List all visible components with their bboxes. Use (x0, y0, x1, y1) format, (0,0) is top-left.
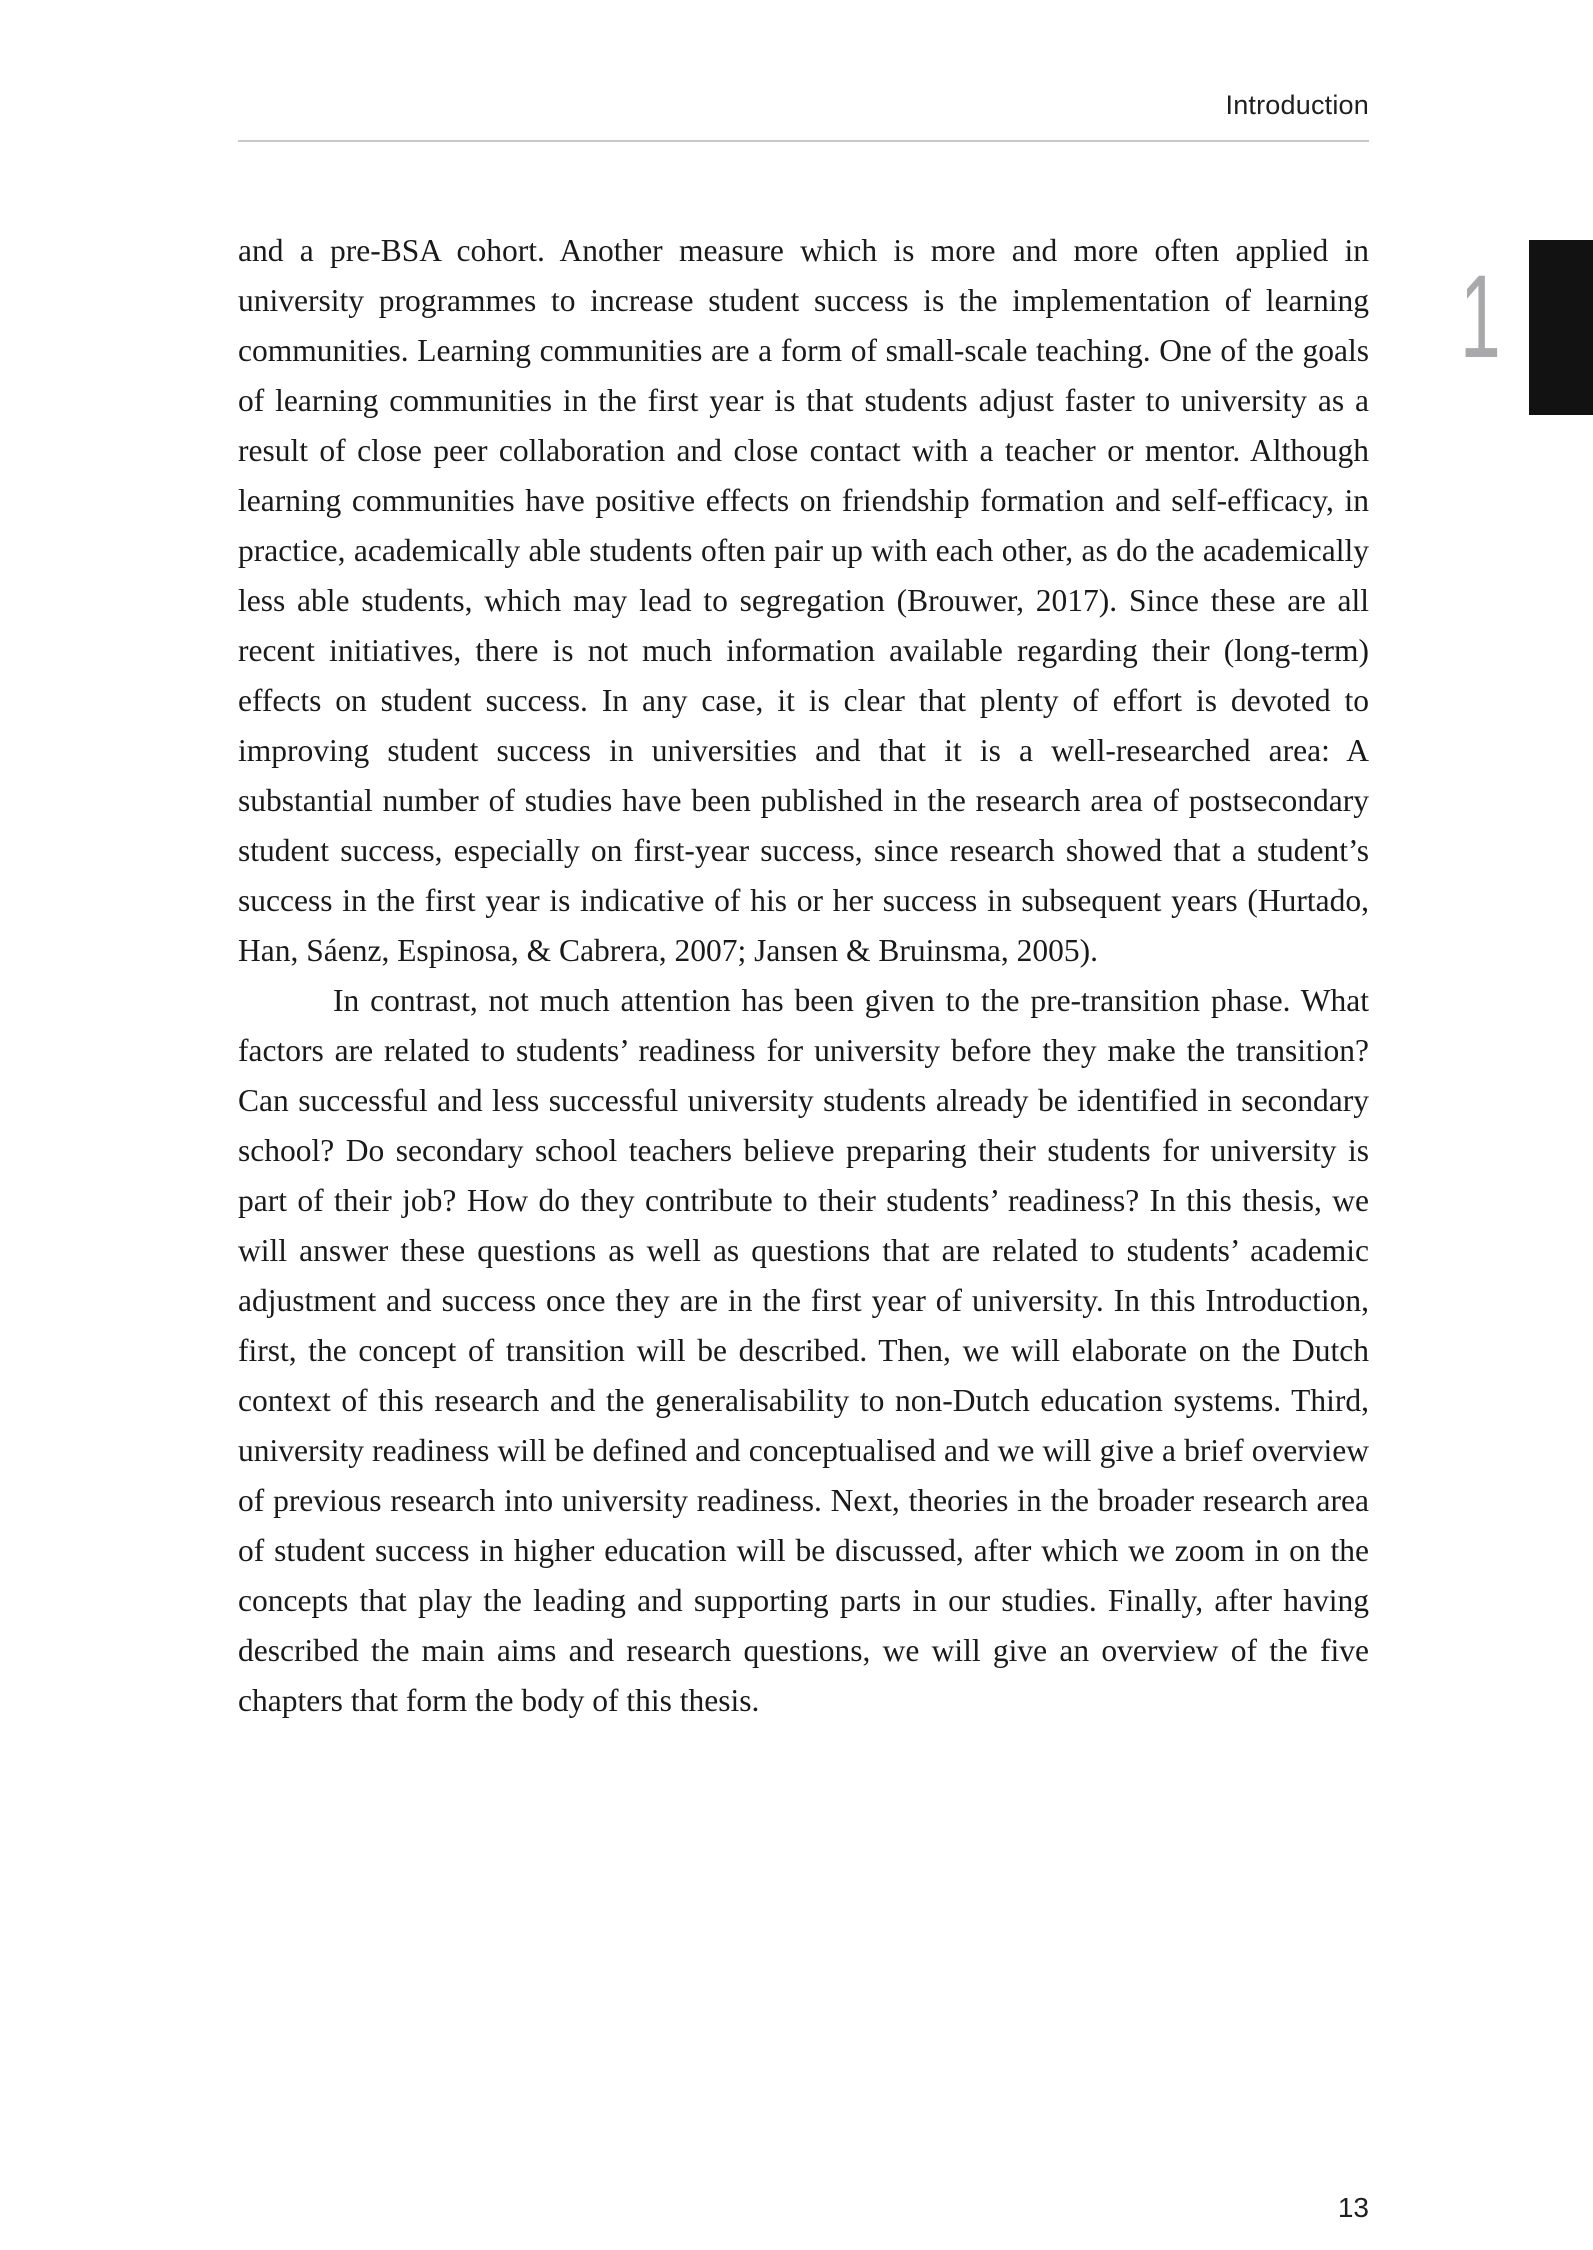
header-divider (238, 140, 1369, 142)
chapter-number: 1 (1460, 251, 1501, 383)
running-head-title: Introduction (1225, 90, 1369, 120)
paragraph-2: In contrast, not much attention has been given to the pre-transition phase. What factors are related to students’ readiness for university before they make the transition? Can successful and less successful university students already be identified in secondary school? Do secondary school teachers believe preparing their students for university is part of their job? How do they contribute to their students’ readiness? In this thesis, we will answer these questions as well as questions that are related to students’ academic adjustment and success once they are in the first year of university. In this Introduction, first, the concept of transition will be described. Then, we will elaborate on the Dutch context of this research and the generalisability to non-Dutch education systems. Third, university readiness will be defined and conceptualised and we will give a brief overview of previous research into university readiness. Next, theories in the broader research area of student success in higher education will be discussed, after which we zoom in on the concepts that play the leading and supporting parts in our studies. Finally, after having described the main aims and research questions, we will give an overview of the five chapters that form the body of this thesis. (238, 983, 1369, 1718)
paragraph-1: and a pre-BSA cohort. Another measure which is more and more often applied in university programmes to increase student success is the implementation of learning communities. Learning communities are a form of small-scale teaching. One of the goals of learning communities in the first year is that students adjust faster to university as a result of close peer collaboration and close contact with a teacher or mentor. Although learning communities have positive effects on friendship formation and self-efficacy, in practice, academically able students often pair up with each other, as do the academically less able students, which may lead to segregation (Brouwer, 2017). Since these are all recent initiatives, there is not much information available regarding their (long-term) effects on student success. In any case, it is clear that plenty of effort is devoted to improving student success in universities and that it is a well-researched area: A substantial number of studies have been published in the research area of postsecondary student success, especially on first-year success, since research showed that a student’s success in the first year is indicative of his or her success in subsequent years (Hurtado, Han, Sáenz, Espinosa, & Cabrera, 2007; Jansen & Bruinsma, 2005). (238, 233, 1369, 968)
chapter-tab (1529, 240, 1593, 415)
body-text (238, 226, 1369, 1726)
page-number: 13 (1337, 2192, 1369, 2223)
